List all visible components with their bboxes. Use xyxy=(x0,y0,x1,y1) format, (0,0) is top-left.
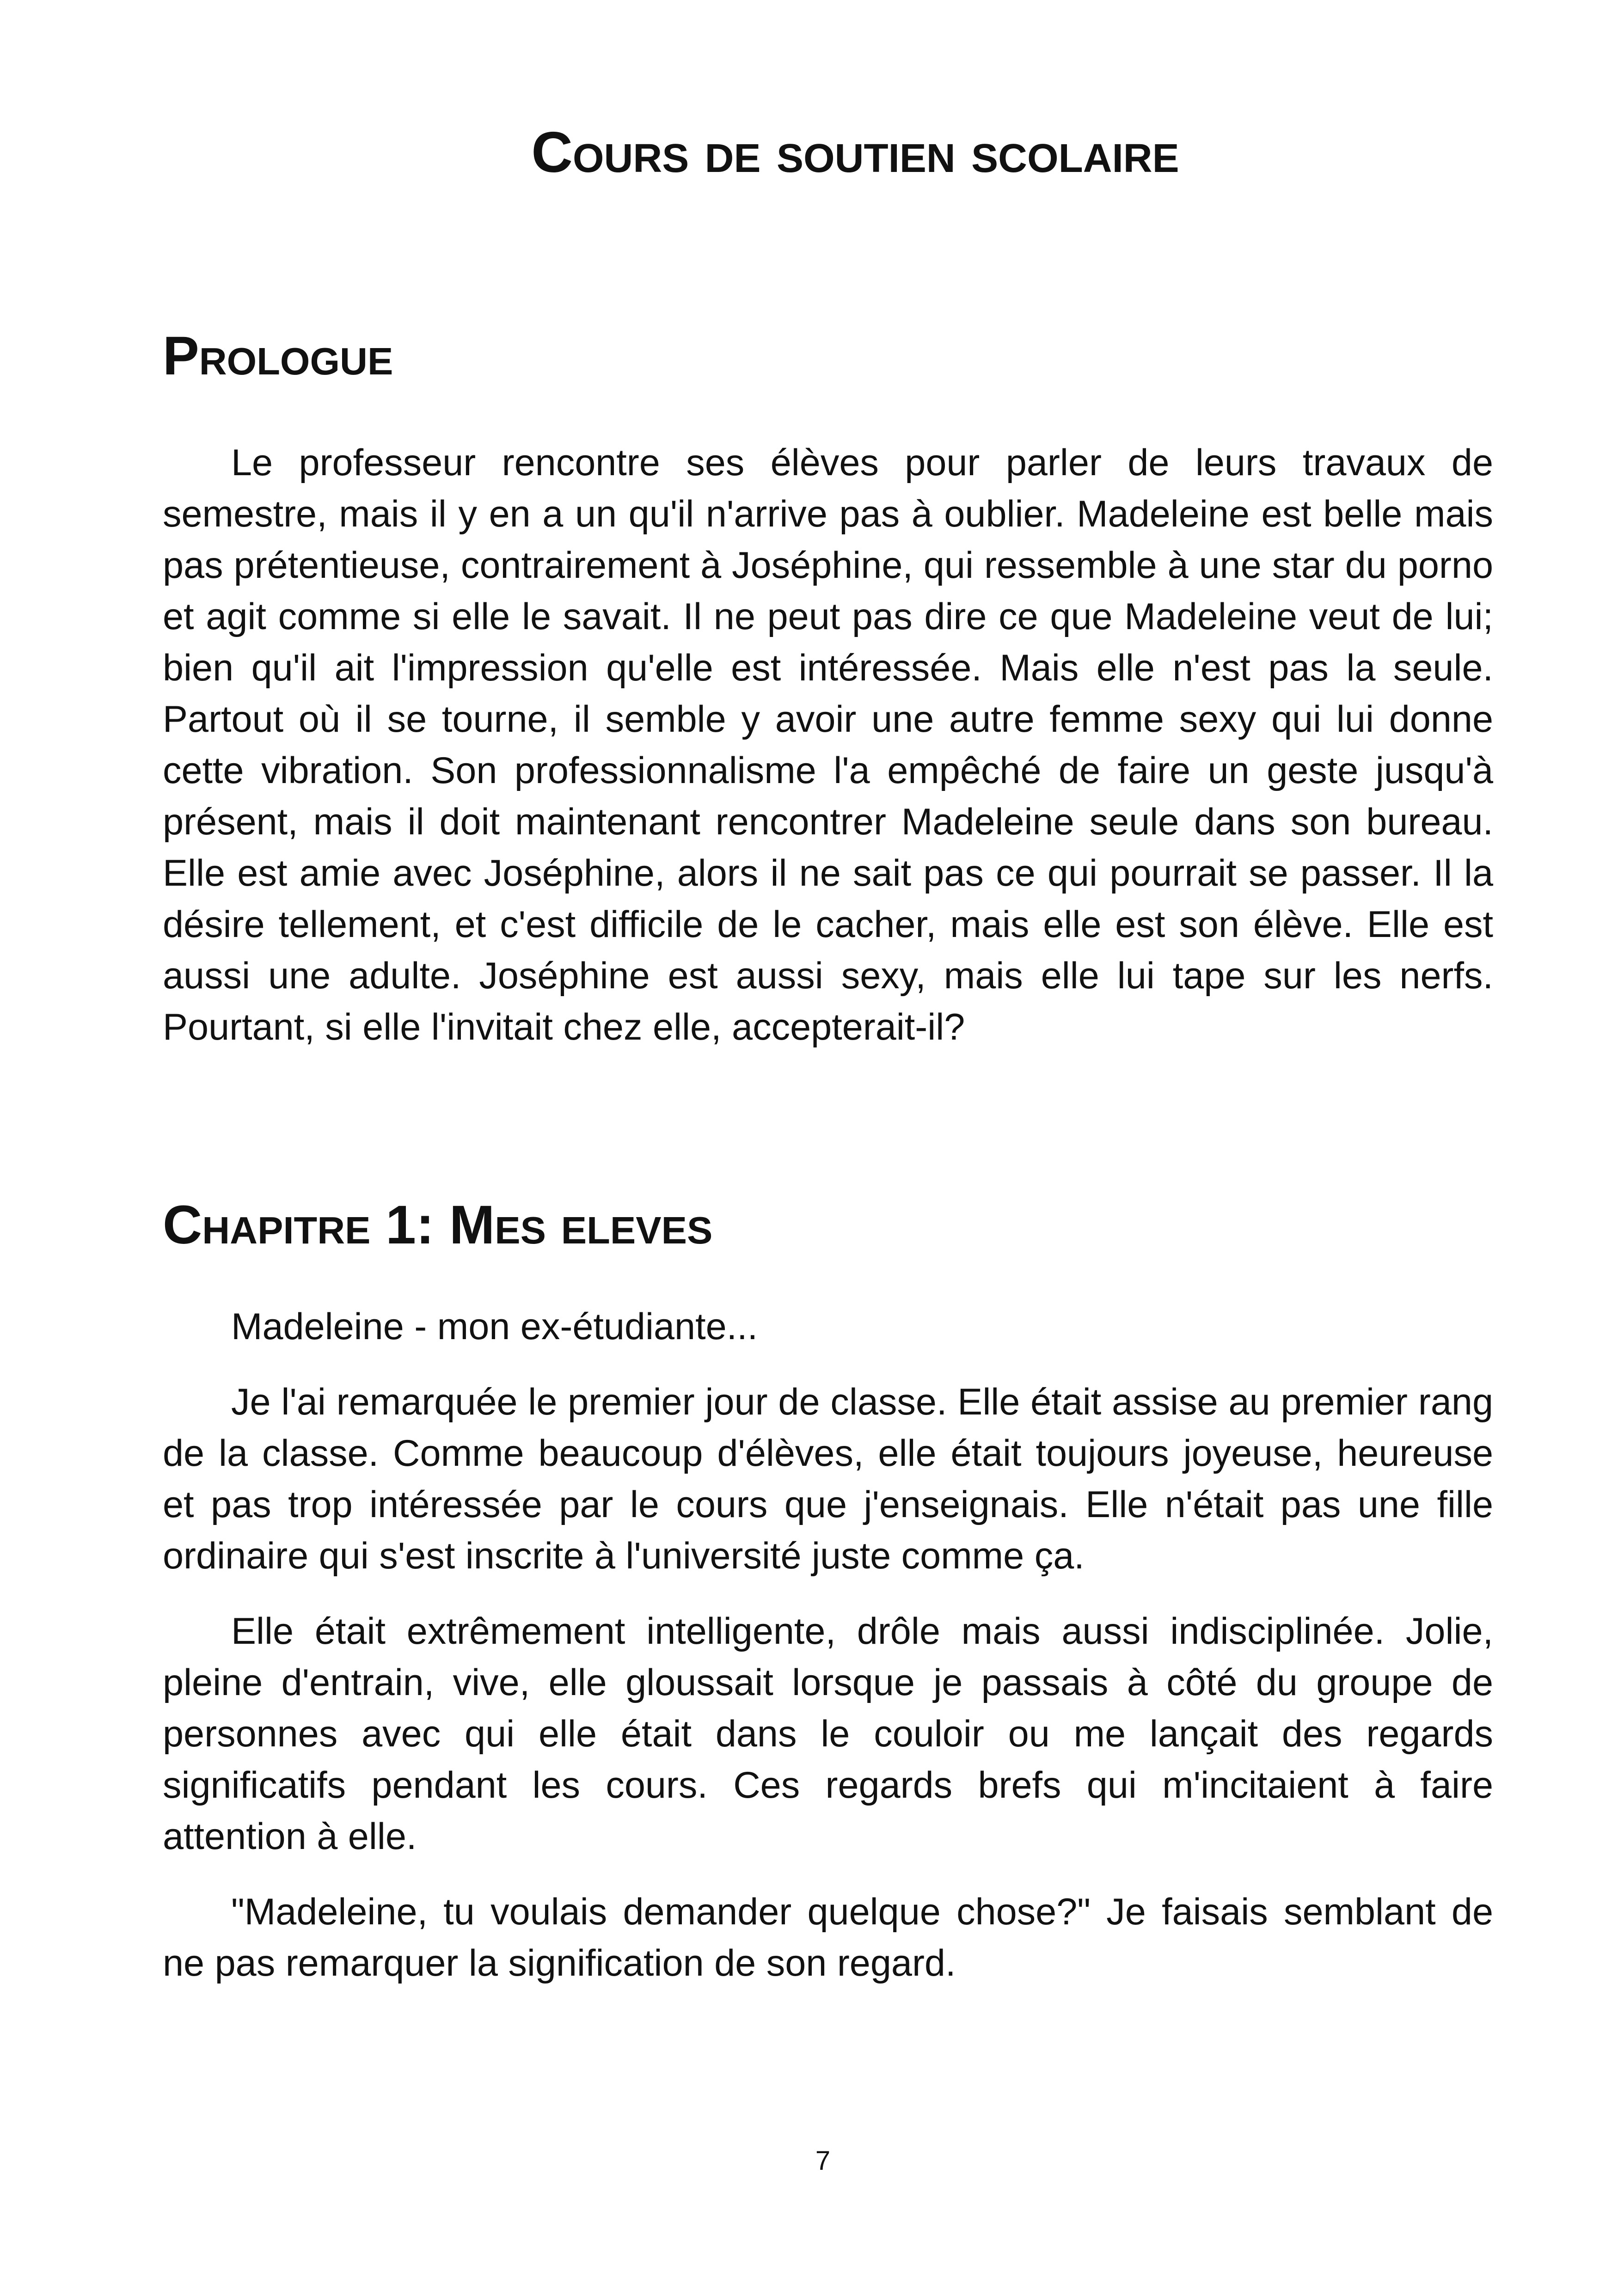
book-title: Cours de soutien scolaire xyxy=(531,121,1179,184)
prologue-heading: Prologue xyxy=(163,325,393,386)
page-number: 7 xyxy=(815,2146,831,2176)
chapter-text xyxy=(163,1301,1493,1989)
chapter-paragraph: "Madeleine, tu voulais demander quelque chose?" Je faisais semblant de ne pas remarquer la signification de son regard. xyxy=(163,1891,1493,1984)
chapter-paragraph: Elle était extrêmement intelligente, drôle mais aussi indisciplinée. Jolie, pleine d'entrain, vive, elle gloussait lorsque je passais à côté du groupe de personnes avec qui elle était dans le couloir ou me lançait des regards significatifs pendant les cours. Ces regards brefs qui m'incitaient à faire attention à elle. xyxy=(163,1610,1493,1857)
prologue-paragraph: Le professeur rencontre ses élèves pour parler de leurs travaux de semestre, mais il y en a un qu'il n'arrive pas à oublier. Madeleine est belle mais pas prétentieuse, contrairement à Joséphine, qui ressemble à une star du porno et agit comme si elle le savait. Il ne peut pas dire ce que Madeleine veut de lui; bien qu'il ait l'impression qu'elle est intéressée. Mais elle n'est pas la seule. Partout où il se tourne, il semble y avoir une autre femme sexy qui lui donne cette vibration. Son professionnalisme l'a empêché de faire un geste jusqu'à présent, mais il doit maintenant rencontrer Madeleine seule dans son bureau. Elle est amie avec Joséphine, alors il ne sait pas ce qui pourrait se passer. Il la désire tellement, et c'est difficile de le cacher, mais elle est son élève. Elle est aussi une adulte. Joséphine est aussi sexy, mais elle lui tape sur les nerfs. Pourtant, si elle l'invitait chez elle, accepterait-il? xyxy=(163,442,1493,1048)
prologue-text xyxy=(163,437,1493,1053)
chapter-paragraph: Je l'ai remarquée le premier jour de classe. Elle était assise au premier rang de la classe. Comme beaucoup d'élèves, elle était toujours joyeuse, heureuse et pas trop intéressée par le cours que j'enseignais. Elle n'était pas une fille ordinaire qui s'est inscrite à l'université juste comme ça. xyxy=(163,1381,1493,1577)
chapter-heading: Chapitre 1: Mes eleves xyxy=(163,1194,713,1255)
chapter-paragraph: Madeleine - mon ex-étudiante... xyxy=(231,1306,758,1347)
